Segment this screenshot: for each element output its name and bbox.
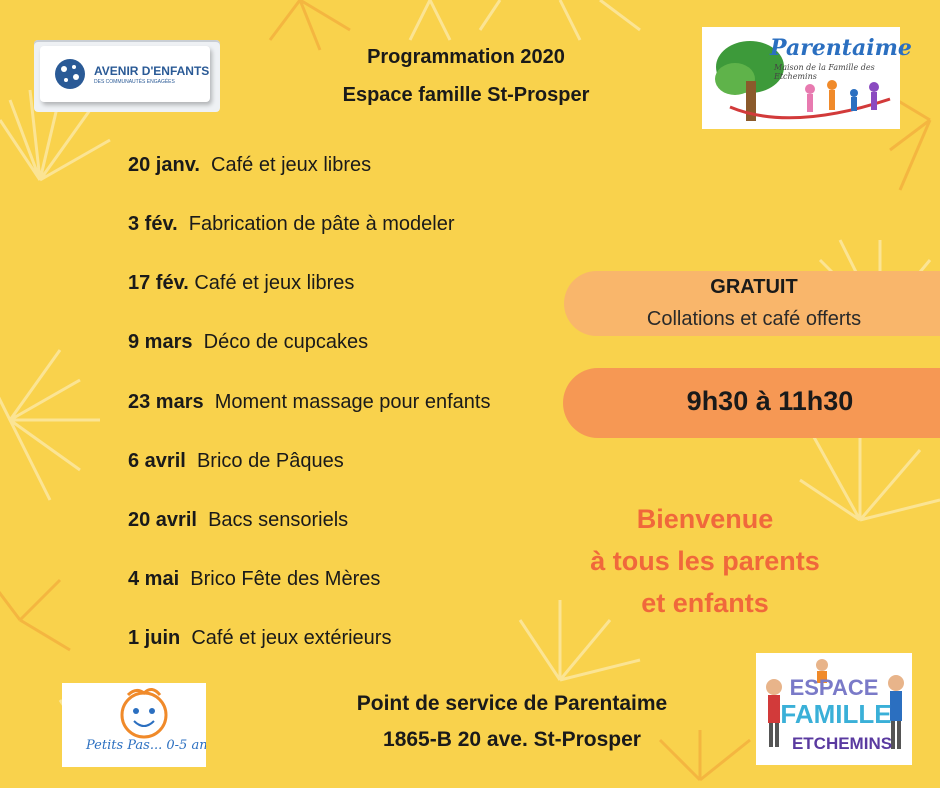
parentaime-logo-name: Parentaime [770,35,912,61]
schedule-item [128,450,344,473]
welcome-line-2: à tous les parents [590,546,820,576]
schedule-date: 17 fév. [128,272,189,294]
schedule-item [128,331,368,354]
welcome-line-3: et enfants [641,588,769,618]
schedule-activity: Café et jeux libres [194,272,355,294]
schedule-date: 23 mars [128,391,204,413]
espace-logo-word-3: ETCHEMINS [791,734,893,753]
espace-famille-logo [756,653,912,765]
schedule-activity: Café et jeux libres [211,154,372,176]
schedule-date: 1 juin [128,627,181,649]
petits-pas-logo [62,683,206,767]
schedule-item [128,509,348,532]
program-subtitle: Espace famille St-Prosper [342,84,590,106]
smiling-child-icon [62,683,206,767]
avenir-logo-name: AVENIR D'ENFANTS [94,64,210,78]
schedule-date: 3 fév. [128,213,178,235]
schedule-date: 20 avril [128,509,197,531]
schedule-item [128,213,455,236]
parentaime-logo-tagline: Maison de la Famille des Etchemins [774,63,875,81]
schedule-date: 9 mars [128,331,193,353]
schedule-item [128,391,490,414]
schedule-activity: Moment massage pour enfants [214,391,491,413]
schedule-item [128,568,380,591]
schedule-date: 20 janv. [128,154,200,176]
schedule-activity: Brico de Pâques [196,450,344,472]
hours-label: 9h30 à 11h30 [686,386,854,416]
schedule-item [128,154,371,177]
family-figures-icon [756,653,912,765]
welcome-line-1: Bienvenue [636,504,774,534]
schedule-activity: Brico Fête des Mères [190,568,381,590]
schedule-item [128,627,391,650]
free-detail: Collations et café offerts [646,308,862,330]
schedule-activity: Bacs sensoriels [208,509,349,531]
schedule-activity: Déco de cupcakes [203,331,369,353]
service-point-address: 1865-B 20 ave. St-Prosper [383,728,641,751]
program-title: Programmation 2020 [367,46,565,68]
schedule-activity: Café et jeux extérieurs [191,627,392,649]
avenir-logo-subtitle: DES COMMUNAUTÉS ENGAGÉES [94,79,175,85]
free-label: GRATUIT [710,276,798,298]
espace-logo-word-2: FAMILLE [780,699,892,729]
schedule-date: 6 avril [128,450,186,472]
schedule-date: 4 mai [128,568,180,590]
parentaime-logo [702,27,912,129]
schedule-activity: Fabrication de pâte à modeler [188,213,455,235]
service-point-label: Point de service de Parentaime [356,692,668,715]
schedule-item [128,272,354,295]
petits-pas-text: Petits Pas... 0-5 ans [86,738,206,753]
espace-logo-word-1: ESPACE [789,675,879,700]
